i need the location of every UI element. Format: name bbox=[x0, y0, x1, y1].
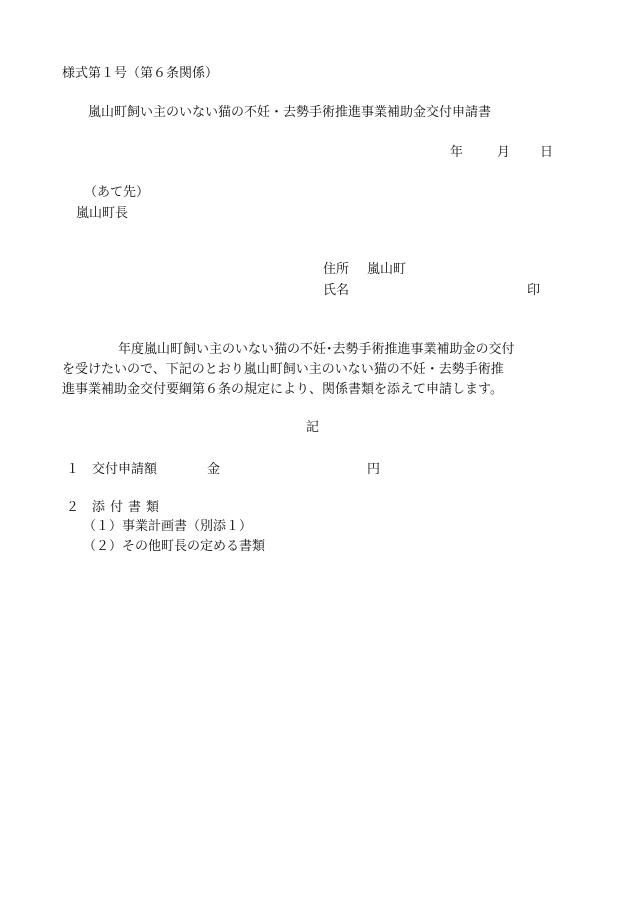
seal-mark: 印 bbox=[527, 283, 541, 298]
item-2-label: 添付書類 bbox=[92, 500, 165, 515]
body-line-2: を受けたいので、下記のとおり嵐山町飼い主のいない猫の不妊・去勢手術推 bbox=[62, 362, 504, 377]
ki-heading: 記 bbox=[306, 420, 320, 435]
date-month-label: 月 bbox=[497, 145, 511, 160]
document-title: 嵐山町飼い主のいない猫の不妊・去勢手術推進事業補助金交付申請書 bbox=[88, 105, 492, 120]
item-1-kin-label: 金 bbox=[207, 462, 221, 477]
addressee-name: 嵐山町長 bbox=[76, 206, 129, 221]
form-number: 様式第１号（第６条関係） bbox=[62, 66, 219, 81]
body-line-3: 進事業補助金交付要綱第６条の規定により、関係書類を添えて申請します。 bbox=[62, 382, 503, 397]
date-year-label: 年 bbox=[450, 145, 464, 160]
applicant-address-value: 嵐山町 bbox=[367, 262, 407, 277]
item-2-number: ２ bbox=[66, 500, 80, 515]
applicant-name-label: 氏名 bbox=[323, 283, 350, 298]
application-body-text bbox=[62, 340, 562, 400]
item-1-label: 交付申請額 bbox=[92, 462, 158, 477]
body-line-1: 年度嵐山町飼い主のいない猫の不妊･去勢手術推進事業補助金の交付 bbox=[118, 342, 515, 357]
attachment-item: （２）その他町長の定める書類 bbox=[83, 539, 266, 554]
item-1-yen-label: 円 bbox=[367, 462, 381, 477]
date-day-label: 日 bbox=[540, 145, 554, 160]
addressee-label: （あて先） bbox=[84, 185, 150, 200]
item-1-number: １ bbox=[66, 462, 80, 477]
applicant-address-label: 住所 bbox=[323, 262, 350, 277]
attachment-item: （１）事業計画書（別添１） bbox=[83, 519, 253, 534]
